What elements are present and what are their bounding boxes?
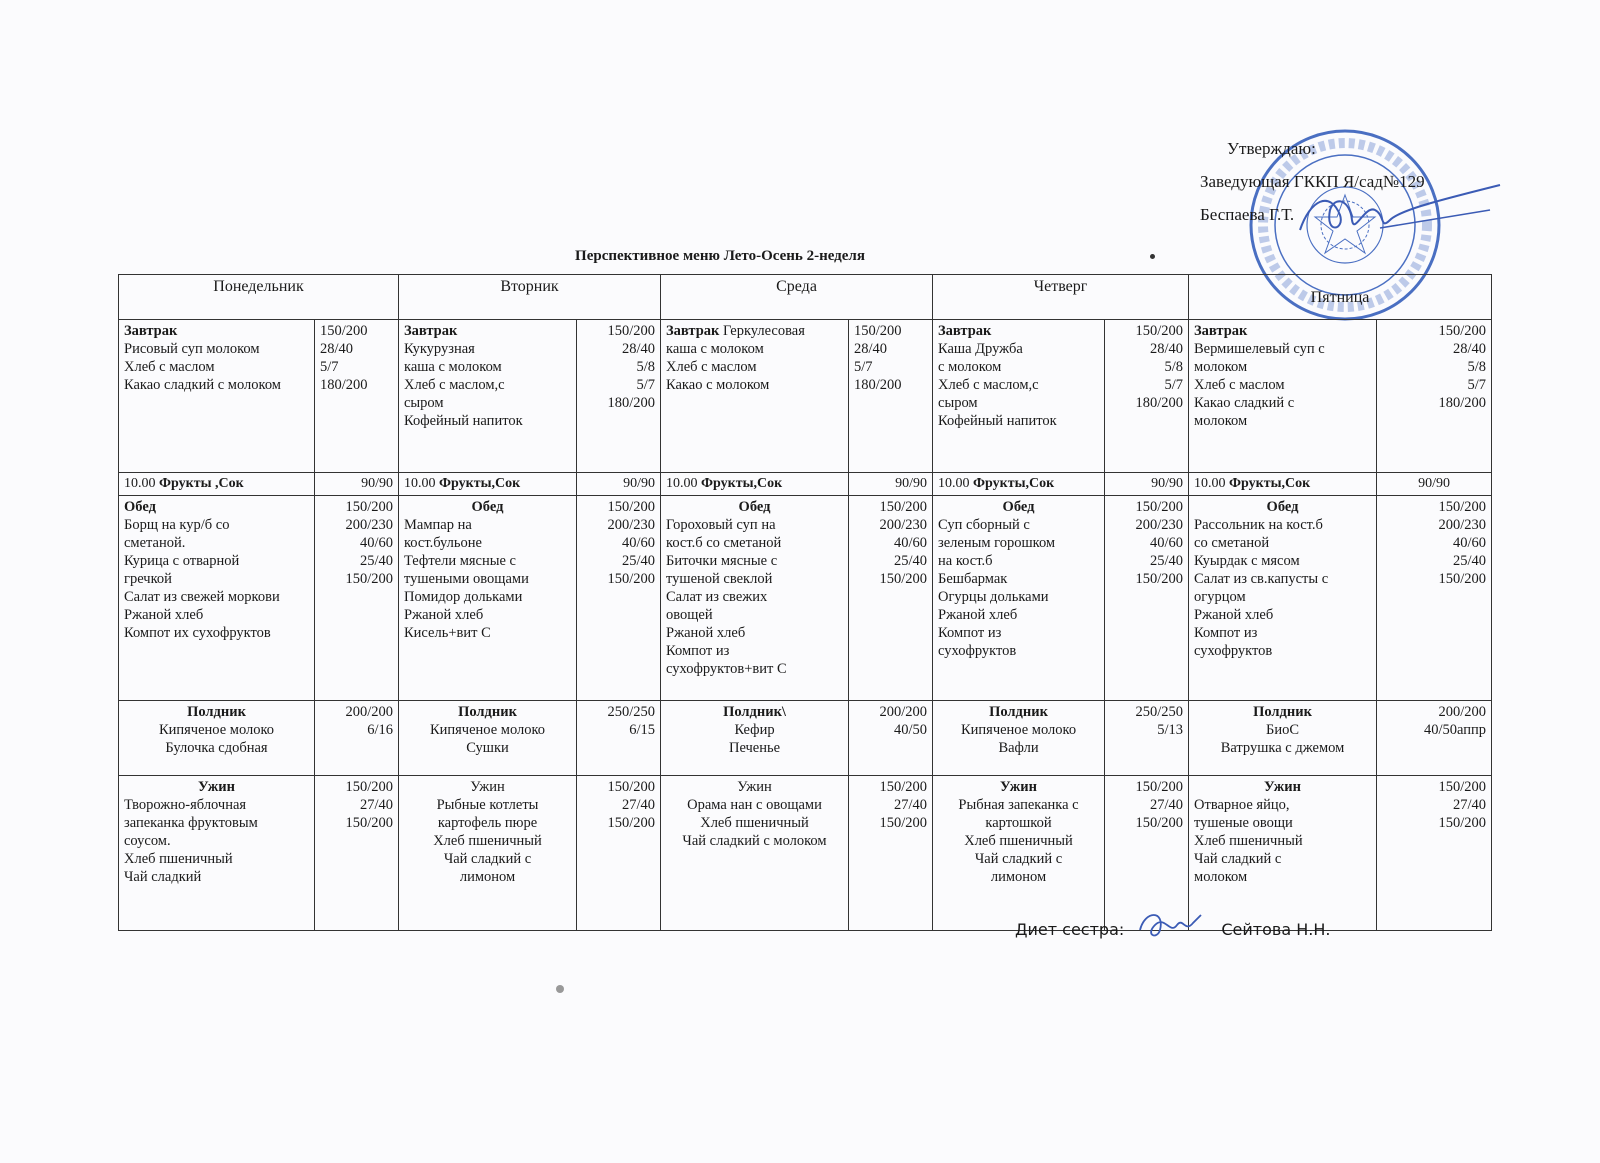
dinner-row <box>119 776 1492 931</box>
dietitian-label: Диет сестра: <box>1015 920 1125 939</box>
meal-heading: Завтрак <box>666 323 720 339</box>
breakfast-cell <box>933 320 1105 473</box>
meal-heading: Полдник <box>989 704 1048 720</box>
portion-values: 150/200 200/230 40/60 25/40 150/200 <box>315 496 399 701</box>
meal-items: Мампар на кост.бульоне Тефтели мясные с тушеными овощами Помидор дольками Ржаной хлеб Кисель+вит С <box>404 517 529 641</box>
dietitian-name: Сейтова Н.Н. <box>1221 920 1331 939</box>
portion-values: 200/200 6/16 <box>315 701 399 776</box>
dinner-cell <box>399 776 577 931</box>
meal-heading: Обед <box>1266 499 1299 515</box>
snack-time: 10.00 <box>666 476 698 491</box>
afternoon-cell <box>661 701 849 776</box>
snack-cell <box>119 473 315 496</box>
approval-position: Заведующая ГККП Я/сад№129 <box>1200 172 1425 191</box>
portion-values: 150/200 200/230 40/60 25/40 150/200 <box>1105 496 1189 701</box>
lunch-cell <box>661 496 849 701</box>
meal-heading: Ужин <box>1000 779 1037 795</box>
portion-values: 90/90 <box>1377 473 1492 496</box>
portion-values: 150/200 27/40 150/200 <box>849 776 933 931</box>
day-tuesday: Вторник <box>399 275 661 320</box>
meal-heading: Обед <box>471 499 504 515</box>
snack-items: Фрукты ,Сок <box>159 476 244 491</box>
meal-items: Рыбная запеканка с картошкой Хлеб пшеничный Чай сладкий с лимоном <box>958 797 1079 885</box>
lunch-cell <box>119 496 315 701</box>
day-thursday: Четверг <box>933 275 1189 320</box>
portion-values: 150/200 200/230 40/60 25/40 150/200 <box>1377 496 1492 701</box>
lunch-cell <box>1189 496 1377 701</box>
lunch-row <box>119 496 1492 701</box>
meal-heading: Полдник <box>187 704 246 720</box>
scan-speck <box>1150 254 1155 259</box>
meal-items: Рисовый суп молоком Хлеб с маслом Какао сладкий с молоком <box>124 341 281 393</box>
scan-speck <box>556 985 564 993</box>
meal-items <box>666 322 843 394</box>
portion-values: 200/200 40/50 <box>849 701 933 776</box>
approval-name: Беспаева Г.Т. <box>1200 205 1295 224</box>
meal-items: БиоС Ватрушка с джемом <box>1220 722 1345 756</box>
portion-values: 150/200 27/40 150/200 <box>315 776 399 931</box>
meal-items: Борщ на кур/б со сметаной. Курица с отварной гречкой Салат из свежей моркови Ржаной хлеб Компот их сухофруктов <box>124 517 280 641</box>
lunch-cell <box>933 496 1105 701</box>
menu-table <box>118 274 1492 931</box>
meal-items: Кефир Печенье <box>728 722 781 756</box>
snack-cell <box>933 473 1105 496</box>
afternoon-cell <box>933 701 1105 776</box>
snack-time: 10.00 <box>1194 476 1226 491</box>
lunch-cell <box>399 496 577 701</box>
portion-values: 250/250 6/15 <box>577 701 661 776</box>
meal-items: Рыбные котлеты картофель пюре Хлеб пшеничный Чай сладкий с лимоном <box>433 797 542 885</box>
portion-values: 250/250 5/13 <box>1105 701 1189 776</box>
meal-items: Отварное яйцо, тушеные овощи Хлеб пшеничный Чай сладкий с молоком <box>1194 797 1303 885</box>
page-title: Перспективное меню Лето-Осень 2-неделя <box>575 248 865 264</box>
portion-values: 150/200 28/40 5/8 5/7 180/200 <box>577 320 661 473</box>
meal-heading: Обед <box>738 499 771 515</box>
portion-values: 150/200 27/40 150/200 <box>1105 776 1189 931</box>
meal-heading: Обед <box>1002 499 1035 515</box>
meal-heading: Завтрак <box>1194 323 1248 339</box>
snack-items: Фрукты,Сок <box>701 476 783 491</box>
meal-heading: Ужин <box>737 779 772 795</box>
approval-heading: Утверждаю: <box>1227 139 1316 158</box>
dinner-cell <box>119 776 315 931</box>
meal-items: Гороховый суп на кост.б со сметаной Биточки мясные с тушеной свеклой Салат из свежих овощей Ржаной хлеб Компот из сухофруктов+вит С <box>666 517 787 677</box>
snack-items: Фрукты,Сок <box>973 476 1055 491</box>
meal-items: Кипяченое молоко Вафли <box>960 722 1077 756</box>
meal-items: Каша Дружба с молоком Хлеб с маслом,с сыром Кофейный напиток <box>938 341 1057 429</box>
meal-items: Кипяченое молоко Булочка сдобная <box>158 722 275 756</box>
afternoon-cell <box>1189 701 1377 776</box>
portion-values: 150/200 27/40 150/200 <box>577 776 661 931</box>
portion-values: 150/200 28/40 5/8 5/7 180/200 <box>1105 320 1189 473</box>
afternoon-cell <box>119 701 315 776</box>
meal-items: Кипяченое молоко Сушки <box>429 722 546 756</box>
snack-cell <box>399 473 577 496</box>
portion-values: 150/200 200/230 40/60 25/40 150/200 <box>849 496 933 701</box>
meal-items: Кукурузная каша с молоком Хлеб с маслом,с сыром Кофейный напиток <box>404 341 523 429</box>
day-wednesday: Среда <box>661 275 933 320</box>
meal-items: Вермишелевый суп с молоком Хлеб с маслом Какао сладкий с молоком <box>1194 341 1325 429</box>
dinner-cell <box>933 776 1105 931</box>
meal-heading: Ужин <box>1264 779 1301 795</box>
meal-items: Геркулесовая каша с молоком Хлеб с маслом Какао с молоком <box>666 323 805 393</box>
portion-values: 150/200 28/40 5/7 180/200 <box>315 320 399 473</box>
day-header-row <box>119 275 1492 320</box>
meal-items: Рассольник на кост.б со сметаной Куырдак с мясом Салат из св.капусты с огурцом Ржаной хлеб Компот из сухофруктов <box>1194 517 1329 659</box>
breakfast-cell <box>399 320 577 473</box>
snack-row <box>119 473 1492 496</box>
dinner-cell <box>661 776 849 931</box>
portion-values: 150/200 28/40 5/7 180/200 <box>849 320 933 473</box>
portion-values: 150/200 27/40 150/200 <box>1377 776 1492 931</box>
snack-time: 10.00 <box>404 476 436 491</box>
snack-items: Фрукты,Сок <box>1229 476 1311 491</box>
breakfast-row <box>119 320 1492 473</box>
snack-time: 10.00 <box>124 476 156 491</box>
day-friday: Пятница <box>1189 275 1492 320</box>
snack-cell <box>1189 473 1377 496</box>
meal-heading: Полдник\ <box>723 704 786 720</box>
afternoon-snack-row <box>119 701 1492 776</box>
portion-values: 150/200 200/230 40/60 25/40 150/200 <box>577 496 661 701</box>
meal-heading: Обед <box>124 499 156 515</box>
meal-items: Суп сборный с зеленым горошком на кост.б Бешбармак Огурцы дольками Ржаной хлеб Компот из сухофруктов <box>938 517 1056 659</box>
meal-heading: Завтрак <box>404 323 458 339</box>
snack-cell <box>661 473 849 496</box>
meal-heading: Ужин <box>198 779 235 795</box>
meal-heading: Полдник <box>458 704 517 720</box>
portion-values: 150/200 28/40 5/8 5/7 180/200 <box>1377 320 1492 473</box>
afternoon-cell <box>399 701 577 776</box>
breakfast-cell <box>1189 320 1377 473</box>
portion-values: 90/90 <box>577 473 661 496</box>
day-monday: Понедельник <box>119 275 399 320</box>
director-signature-icon <box>1290 180 1505 250</box>
snack-time: 10.00 <box>938 476 970 491</box>
meal-heading: Завтрак <box>938 323 992 339</box>
meal-heading: Полдник <box>1253 704 1312 720</box>
portion-values: 90/90 <box>315 473 399 496</box>
snack-items: Фрукты,Сок <box>439 476 521 491</box>
dietitian-signature-icon <box>1135 905 1205 945</box>
meal-items: Орама нан с овощами Хлеб пшеничный Чай сладкий с молоком <box>682 797 827 849</box>
dinner-cell <box>1189 776 1377 931</box>
meal-heading: Ужин <box>470 779 505 795</box>
meal-items: Творожно-яблочная запеканка фруктовым соусом. Хлеб пшеничный Чай сладкий <box>124 797 258 885</box>
portion-values: 90/90 <box>849 473 933 496</box>
meal-heading: Завтрак <box>124 323 178 339</box>
portion-values: 90/90 <box>1105 473 1189 496</box>
breakfast-cell <box>661 320 849 473</box>
breakfast-cell <box>119 320 315 473</box>
portion-values: 200/200 40/50аппр <box>1377 701 1492 776</box>
